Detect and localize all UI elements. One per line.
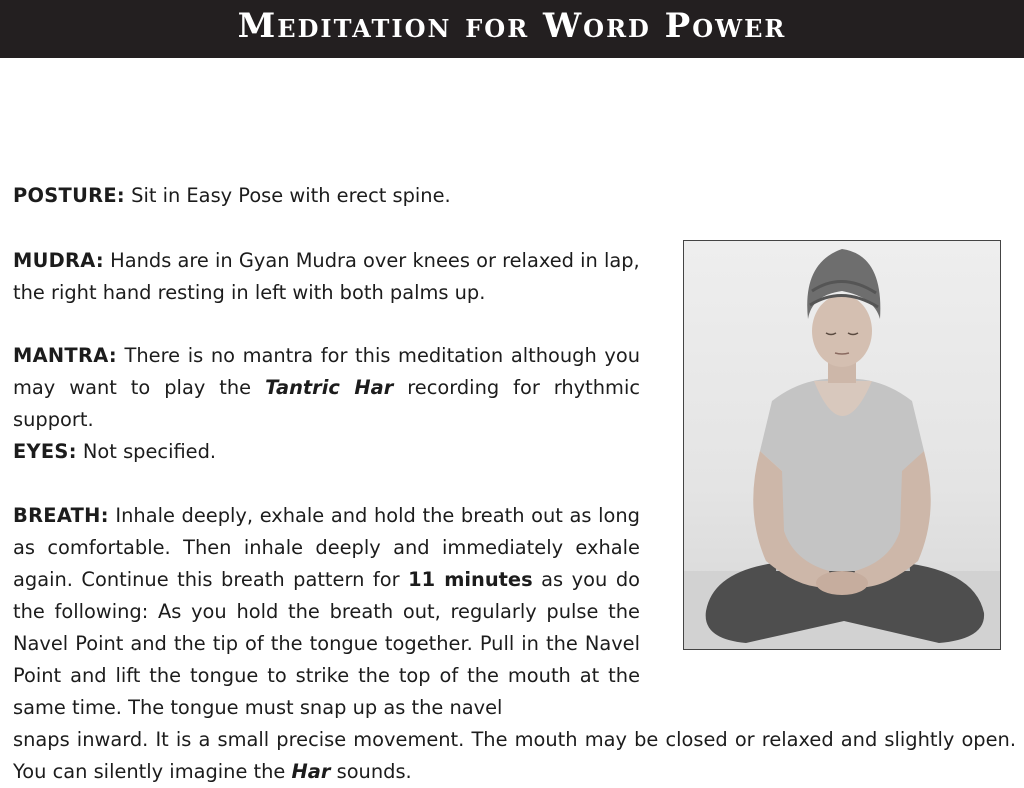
breath-emphasis-har: Har	[291, 760, 331, 783]
seated-meditation-figure-icon	[684, 241, 1000, 649]
mantra-emphasis: Tantric Har	[265, 376, 394, 399]
meditation-photo	[683, 240, 1001, 650]
breath-duration: 11 minutes	[408, 568, 533, 591]
mudra-text: Hands are in Gyan Mudra over knees or relaxed in lap, the right hand resting in left with both palms up.	[13, 249, 640, 304]
eyes-text: Not specified.	[76, 440, 217, 463]
breath-label: BREATH:	[13, 504, 109, 527]
mudra-section	[13, 245, 640, 309]
mantra-label: MANTRA:	[13, 344, 117, 367]
mantra-text-before: There is no mantra for this meditation although you may want to play the	[13, 344, 640, 399]
mantra-text-after: recording for rhythmic support.	[13, 376, 640, 431]
header-bar	[0, 0, 1024, 58]
breath-text-2: as you do the following: As you hold the breath out, regularly pulse the Navel Point and the tip of the tongue together. Pull in the Navel Point and lift the tongue to strike the top of the mouth at the same time. The tongue must snap up as the navel	[13, 568, 640, 719]
mudra-label: MUDRA:	[13, 249, 104, 272]
breath-text-3: snaps inward. It is a small precise movement. The mouth may be closed or relaxed and slightly open. You can silently imagine the	[13, 728, 1016, 783]
posture-text: Sit in Easy Pose with erect spine.	[124, 184, 451, 207]
breath-text-4: sounds.	[330, 760, 412, 783]
posture-section	[13, 180, 451, 212]
breath-text-block	[13, 500, 640, 724]
eyes-label: EYES:	[13, 440, 77, 463]
breath-text-1: Inhale deeply, exhale and hold the breath out as long as comfortable. Then inhale deeply and immediately exhale again. Continue this breath pattern for	[13, 504, 640, 591]
mantra-section	[13, 340, 640, 436]
eyes-section	[13, 436, 216, 468]
page-title: Meditation for Word Power	[237, 6, 787, 46]
posture-label: POSTURE:	[13, 184, 125, 207]
breath-text-continued	[13, 724, 1016, 788]
